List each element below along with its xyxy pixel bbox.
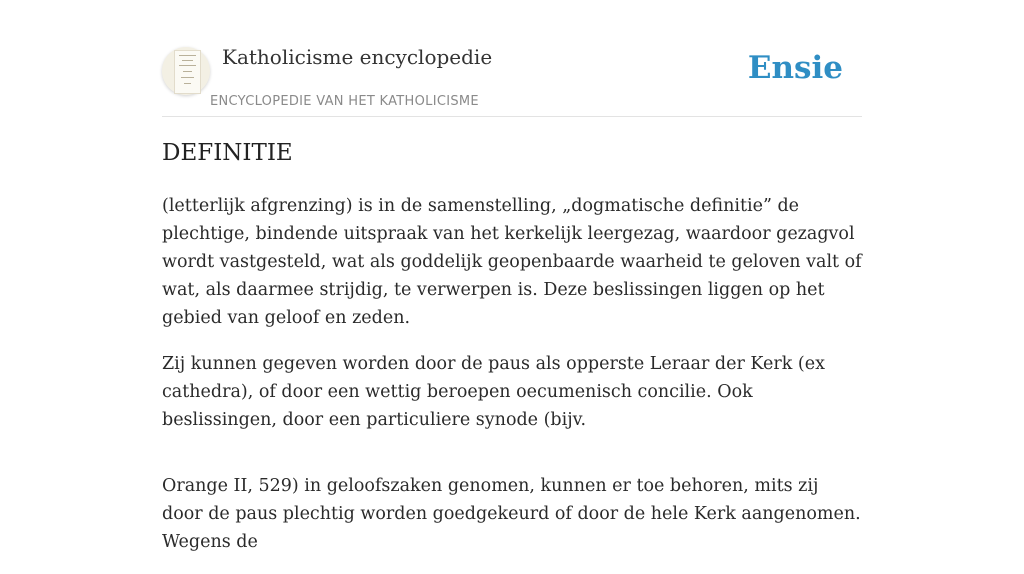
- content-container: [162, 0, 862, 552]
- book-cover-icon: [174, 50, 201, 94]
- article-headword: DEFINITIE: [162, 140, 293, 166]
- article-body: [162, 192, 862, 574]
- article-paragraph: Zij kunnen gegeven worden door de paus als opperste Leraar der Kerk (ex cathedra), of door een wettig beroepen oecumenisch concilie. Ook beslissingen, door een particuliere synode (bijv.: [162, 354, 825, 430]
- site-title[interactable]: Katholicisme encyclopedie: [222, 45, 493, 69]
- brand-logo-link[interactable]: Ensie: [747, 50, 843, 86]
- encyclopedia-logo[interactable]: [162, 47, 210, 95]
- article-paragraph: Orange II, 529) in geloofszaken genomen, kunnen er toe behoren, mits zij door de paus plechtig worden goedgekeurd of door de hele Kerk aangenomen. Wegens de: [162, 476, 861, 552]
- article-paragraph: (letterlijk afgrenzing) is in de samenstelling, „dogmatische definitie” de plechtige, bindende uitspraak van het kerkelijk leergezag, waardoor gezagvol wordt vastgesteld, wat als goddelijk geopenbaarde waarheid te geloven valt of wat, als daarmee strijdig, te verwerpen is. Deze beslissingen liggen op het gebied van geloof en zeden.: [162, 196, 862, 328]
- site-header: [162, 0, 862, 117]
- site-subtitle: ENCYCLOPEDIE VAN HET KATHOLICISME: [210, 94, 479, 109]
